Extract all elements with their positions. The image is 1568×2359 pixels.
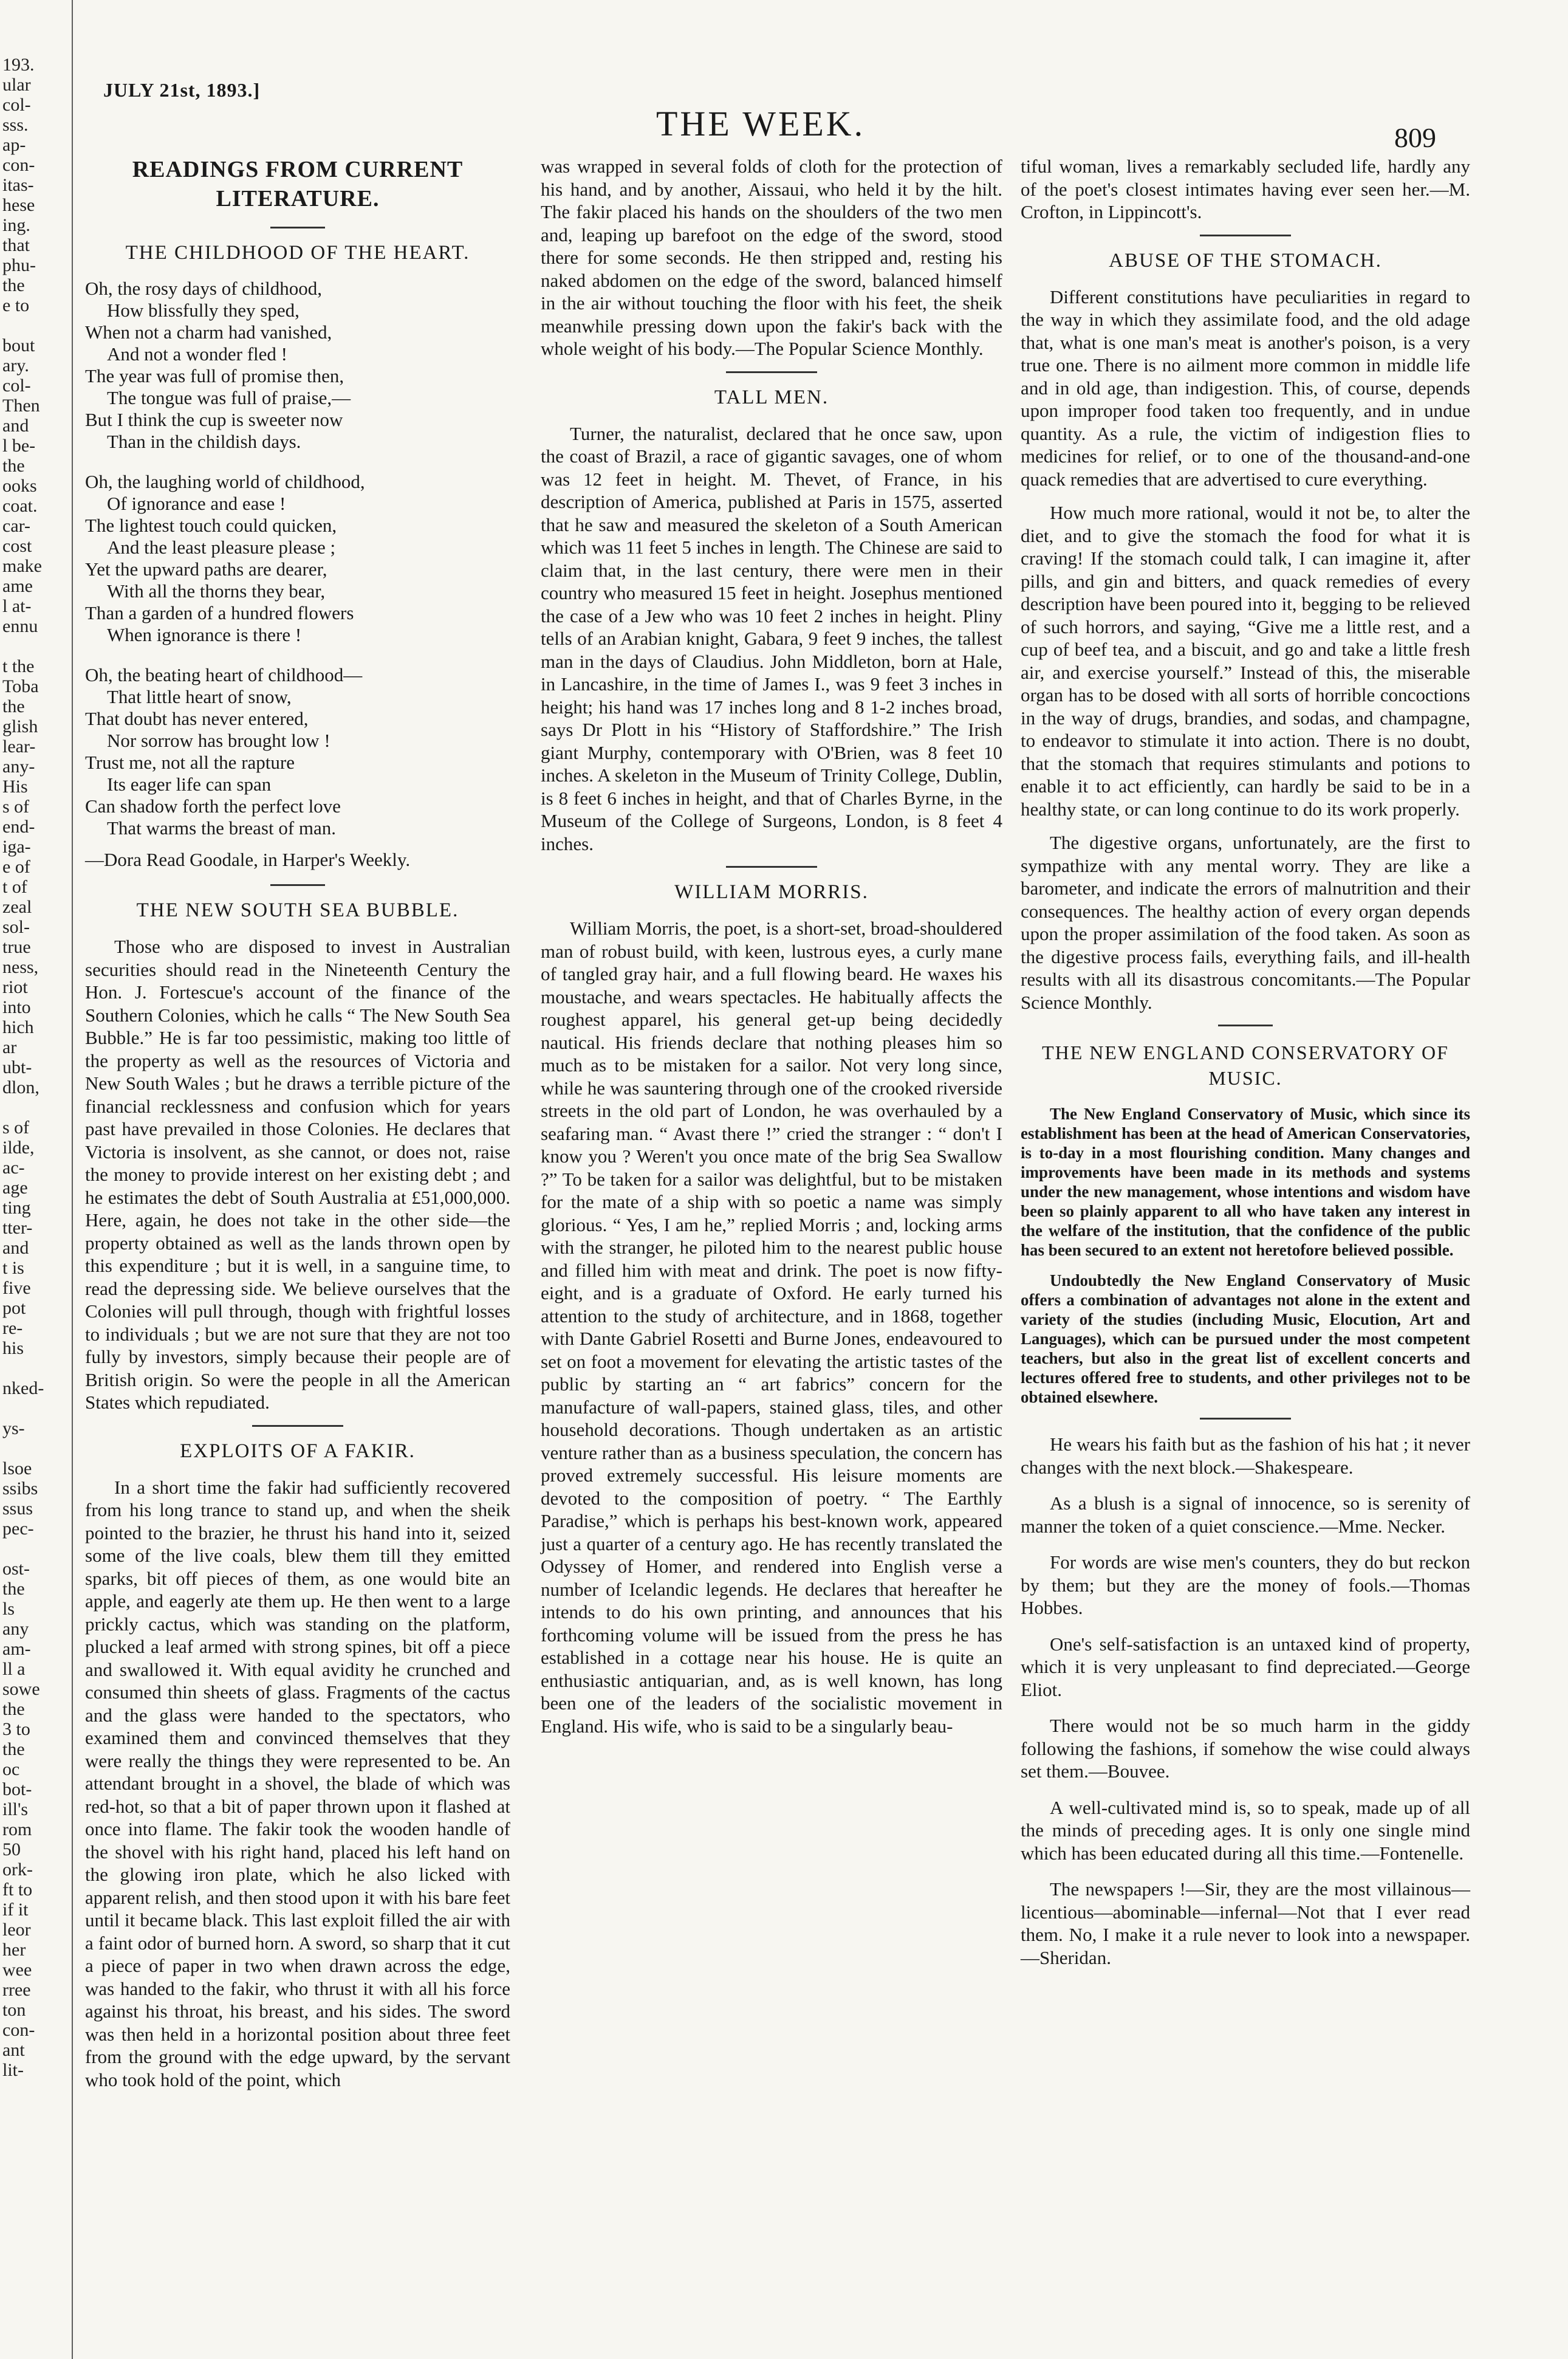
edge-fragment: lit- xyxy=(2,2060,24,2080)
article-continuation: tiful woman, lives a remarkably secluded life, hardly any of the poet's closest intimates having ever seen her.—M. Crofton, in Lippincott's. xyxy=(1021,156,1470,222)
edge-fragment: zeal xyxy=(2,897,32,917)
edge-fragment: the xyxy=(2,1739,25,1759)
edge-fragment: ary. xyxy=(2,355,29,376)
edge-fragment: am- xyxy=(2,1639,31,1659)
edge-fragment: lsoe xyxy=(2,1458,32,1478)
masthead-title: THE WEEK. xyxy=(656,104,866,143)
section-title: READINGS FROM CURRENT LITERATURE. xyxy=(132,157,464,211)
edge-fragment: re- xyxy=(2,1318,23,1338)
poem-attribution: —Dora Read Goodale, in Harper's Weekly. xyxy=(85,849,411,870)
edge-fragment: ant xyxy=(2,2040,25,2060)
article-text: William Morris, the poet, is a short-set, broad-shouldered man of robust build, with keen, lustrous eyes, a curly mane of tangled gray hair, and a full flowing beard. He waxes his moustache, and wears spectacles. He habitually affects the roughest apparel, his general get-up being decidedly nautical. His friends declare that nothing pleases him so much as to be mistaken for a sailor. Not very long since, while he was sauntering through one of the crooked riverside streets in the old part of London, he was overhauled by a seafaring man. “ Avast there !” cried the stranger : “ don't I know you ? Weren't you once mate of the brig Sea Swallow ?” To be taken for a sailor was delightful, but to be mistaken for the mate of a ship with so poetic a name was simply glorious. “ Yes, I am he,” replied Morris ; and, locking arms with the stranger, he piloted him to the nearest public house and filled him with meat and drink. The poet is now fifty-eight, and is a graduate of Oxford. He early turned his attention to the study of architecture, and in 1868, together with Dante Gabriel Rosetti and Burne Jones, endeavoured to set on foot a movement for elevating the artistic tastes of the public by starting an “ art fabrics” concern for the manufacture of wall-papers, stained glass, tiles, and other household decorations. Though undertaken as an artistic venture rather than as a business speculation, the concern has proved extremely successful. His leisure moments are devoted to the composition of poetry. “ The Earthly Paradise,” which is perhaps his best-known work, appeared just a quarter of a century ago. He has recently translated the Odyssey of Homer, and rendered into English verse a number of Icelandic legends. He declares that hereafter he intends to do his own printing, and announces that his forthcoming volume will be issued from the press he has established in a cottage near his house. He is quite an enthusiastic antiquarian, and, as is well known, has long been one of the leaders of the socialistic movement in England. His wife, who is said to be a singularly beau- xyxy=(541,918,1002,1737)
column-2 xyxy=(541,155,1002,1748)
quotation: A well-cultivated mind is, so to speak, made up of all the minds of preceding ages. It is only one single mind which has been educated during all this time.—Fontenelle. xyxy=(1021,1796,1470,1864)
divider xyxy=(726,866,817,868)
edge-fragments xyxy=(2,55,69,2080)
divider xyxy=(270,884,325,886)
article-paragraph: How much more rational, would it not be, to alter the diet, and to give the stomach the food for what it is craving! If the stomach could talk, I can imagine it, after pills, and gin and bitters, and quack remedies of every description have been poured into it, begging to be relieved of such horrors, and saying, “Give me a little rest, and a cup of beef tea, and a biscuit, and go and take a little fresh air, and exercise yourself.” Instead of this, the miserable organ has to be dosed with all sorts of horrible concoctions in the way of drugs, brandies, and sodas, and champagne, to endeavor to stimulate it into action. There is no doubt, that the stomach that requires stimulants and potions to enable it to act efficiently, can hardly be said to be in a healthy state, or can long continue to do its work properly. xyxy=(1021,502,1470,820)
edge-fragment: ing. xyxy=(2,215,30,235)
edge-fragment: ls xyxy=(2,1599,15,1619)
divider xyxy=(1200,1418,1291,1420)
edge-fragment: five xyxy=(2,1278,31,1298)
edge-fragment: Then xyxy=(2,396,40,416)
edge-fragment: iga- xyxy=(2,837,31,857)
edge-fragment: if it xyxy=(2,1900,29,1920)
edge-fragment: ssus xyxy=(2,1499,33,1519)
gutter-line xyxy=(72,0,73,2359)
edge-fragment: dlon, xyxy=(2,1077,39,1097)
edge-fragment: sss. xyxy=(2,115,29,135)
edge-fragment: col- xyxy=(2,95,31,115)
edge-fragment: lear- xyxy=(2,737,36,757)
edge-fragment: ar xyxy=(2,1037,17,1057)
quotation: One's self-satisfaction is an untaxed kind of property, which it is very unpleasant to find depreciated.—George Eliot. xyxy=(1021,1633,1470,1700)
edge-fragment xyxy=(2,1438,69,1458)
edge-fragment xyxy=(2,1539,69,1559)
edge-fragment: and xyxy=(2,1238,29,1258)
edge-fragment: ap- xyxy=(2,135,26,155)
edge-fragment: l at- xyxy=(2,596,32,616)
edge-fragment: ame xyxy=(2,576,33,596)
edge-fragment: wee xyxy=(2,1960,32,1980)
edge-fragment: his xyxy=(2,1338,24,1358)
article-text: Those who are disposed to invest in Australian securities should read in the Nineteenth Century the Hon. J. Fortescue's account of the finance of the Southern Colonies, which he calls “ The New South Sea Bubble.” He is far too pessimistic, making too little of the property as well as the resources of Victoria and New South Wales ; but he draws a terrible picture of the financial recklessness and confusion which for years past have prevailed in those Colonies. He declares that Victoria is insolvent, as she cannot, or does not, raise the money to provide interest on her existing debt ; and he estimates the debt of South Australia at £51,000,000. Here, again, he does not take in the other side—the property obtained as well as the lands thrown open by this expenditure ; but it is well, in a sanguine time, to read the depressing side. We believe ourselves that the Colonies will pull through, though with frightful losses to individuals ; but we are not sure that they are not too fully by investors, simply because their people are of British origin. So were the people in all the American States which repudiated. xyxy=(85,936,510,1413)
article-paragraph: Undoubtedly the New England Conservatory of Music offers a combination of advantages not alone in the extent and variety of the studies (including Music, Elocution, Art and Languages), which can be pursued under the most competent teachers, but also in the great list of excellent concerts and lectures offered free to students, and other privileges not to be obtained elsewhere. xyxy=(1021,1271,1470,1406)
edge-fragment: ooks xyxy=(2,476,37,496)
edge-fragment: t of xyxy=(2,877,27,897)
edge-fragment: ost- xyxy=(2,1559,30,1579)
edge-fragment: ft to xyxy=(2,1880,33,1900)
edge-fragment: ilde, xyxy=(2,1138,35,1158)
edge-fragment: ll a xyxy=(2,1659,26,1679)
edge-fragment: sowe xyxy=(2,1679,40,1699)
edge-fragment: true xyxy=(2,937,31,957)
issue-date: JULY 21st, 1893.] xyxy=(103,79,261,101)
edge-fragment: ubt- xyxy=(2,1057,32,1077)
edge-fragment xyxy=(2,1097,69,1118)
article-paragraph: The digestive organs, unfortunately, are the first to sympathize with any mental worry. They are like a barometer, and indicate the errors of malnutrition and their consequences. The healthy action of every organ depends upon the proper assimilation of the food taken. As soon as the digestive process fails, everything fails, and ill-health results with all its disastrous concomitants.—The Popular Science Monthly. xyxy=(1021,832,1470,1013)
edge-fragment: end- xyxy=(2,817,35,837)
edge-fragment: e to xyxy=(2,295,30,315)
edge-fragment: col- xyxy=(2,376,31,396)
edge-fragment: any xyxy=(2,1619,29,1639)
edge-fragment: ness, xyxy=(2,957,39,977)
edge-fragment: glish xyxy=(2,716,38,737)
edge-fragment: 193. xyxy=(2,55,35,75)
edge-fragment: hich xyxy=(2,1017,34,1037)
edge-fragment: coat. xyxy=(2,496,38,516)
edge-fragment: her xyxy=(2,1940,26,1960)
edge-fragment: age xyxy=(2,1178,28,1198)
quotation: There would not be so much harm in the giddy following the fashions, if somehow the wise could always set them.—Bouvee. xyxy=(1021,1715,1470,1782)
poem-stanza-2: Oh, the laughing world of childhood, Of ignorance and ease ! The lightest touch could quicken, And the least pleasure please ; Yet the upward paths are dearer, With all the thorns they bear, Than a garden of a hundred flowers When ignorance is there ! xyxy=(85,471,365,645)
edge-fragment: any- xyxy=(2,757,35,777)
article-title: EXPLOITS OF A FAKIR. xyxy=(180,1440,416,1462)
edge-fragment xyxy=(2,1398,69,1418)
edge-fragment: ton xyxy=(2,2000,26,2020)
edge-fragment: the xyxy=(2,456,25,476)
article-text: In a short time the fakir had sufficiently recovered from his long trance to stand up, and when the sheik pointed to the brazier, he thrust his hand into it, seized some of the live coals, blew them till they emitted sparks, bit off pieces of them, as one would bite an apple, and eagerly ate them up. He then went to a large prickly cactus, which was standing on the platform, plucked a leaf armed with strong spines, bit off a piece and swallowed it. With equal avidity he crunched and consumed thin sheets of glass. Fragments of the cactus and the glass were handed to the spectators, who examined them and convinced themselves that they were really the things they were represented to be. An attendant brought in a shovel, the blade of which was red-hot, so that a bit of paper thrown upon it flashed at once into flame. The fakir took the wooden handle of the shovel with his right hand, placed his left hand on the glowing iron plate, which he also licked with apparent relish, and then stood upon it with his bare feet until it became black. This last exploit filled the air with a faint odor of burned horn. A sword, so sharp that it cut a piece of paper in two when drawn across the edge, was handed to the fakir, who thrust it with all his force against his throat, his breast, and his sides. The sword was then held in a horizontal position about three feet from the ground with the edge upward, by the servant who took hold of the point, which xyxy=(85,1476,510,2090)
edge-fragment: oc xyxy=(2,1759,20,1779)
edge-fragment xyxy=(2,1358,69,1378)
edge-fragment: hese xyxy=(2,195,35,215)
edge-fragment: ork- xyxy=(2,1859,33,1880)
quotation: As a blush is a signal of innocence, so is serenity of manner the token of a quiet conscience.—Mme. Necker. xyxy=(1021,1492,1470,1537)
edge-fragment: l be- xyxy=(2,436,36,456)
edge-fragment: sol- xyxy=(2,917,30,937)
article-title: THE NEW SOUTH SEA BUBBLE. xyxy=(136,899,459,921)
edge-fragment: nked- xyxy=(2,1378,44,1398)
article-title: WILLIAM MORRIS. xyxy=(674,881,869,903)
edge-fragment: 3 to xyxy=(2,1719,30,1739)
divider xyxy=(252,1425,343,1427)
column-1 xyxy=(85,155,510,2102)
edge-fragment: con- xyxy=(2,2020,35,2040)
edge-fragment: ill's xyxy=(2,1799,29,1819)
article-paragraph: Different constitutions have peculiarities in regard to the way in which they assimilate food, and the old adage that, what is one man's meat is another's poison, is a very true one. There is no ailment more common in middle life and in old age, than indigestion. This, of course, depends upon improper food taken too frequently, and in undue quantity. As a rule, the victim of indigestion flies to medicines for relief, or to one of the thousand-and-one quack remedies that are advertised to cure everything. xyxy=(1021,286,1470,490)
page-number: 809 xyxy=(1394,122,1436,153)
edge-fragment: Toba xyxy=(2,676,39,696)
article-title: TALL MEN. xyxy=(714,386,829,408)
divider xyxy=(1200,235,1291,236)
edge-fragment: make xyxy=(2,556,42,576)
edge-fragment: riot xyxy=(2,977,28,997)
divider xyxy=(1218,1025,1273,1026)
edge-fragment: the xyxy=(2,1699,25,1719)
article-paragraph: The New England Conservatory of Music, which since its establishment has been at the head of American Conservatories, is to-day in a most flourishing condition. Many changes and improvements have been made in its methods and systems under the new management, whose intentions and wisdom have been so plainly apparent to all who have taken any interest in the welfare of the institution, that the confidence of the public has been secured to an extent not heretofore believed possible. xyxy=(1021,1105,1470,1259)
edge-fragment: t the xyxy=(2,656,35,676)
divider xyxy=(726,371,817,373)
edge-fragment: the xyxy=(2,696,25,716)
edge-fragment: ys- xyxy=(2,1418,25,1438)
edge-fragment: t is xyxy=(2,1258,24,1278)
edge-fragment: pec- xyxy=(2,1519,34,1539)
edge-fragment: ular xyxy=(2,75,31,95)
edge-fragment: con- xyxy=(2,155,35,175)
edge-fragment xyxy=(2,315,69,335)
edge-fragment: ennu xyxy=(2,616,38,636)
edge-fragment: ssibs xyxy=(2,1478,38,1499)
edge-fragment: 50 xyxy=(2,1839,21,1859)
edge-fragment: itas- xyxy=(2,175,34,195)
edge-fragment: tter- xyxy=(2,1218,33,1238)
edge-fragment: phu- xyxy=(2,255,36,275)
previous-page-edge xyxy=(0,0,73,2359)
edge-fragment: the xyxy=(2,1579,25,1599)
poem-stanza-1: Oh, the rosy days of childhood, How blissfully they sped, When not a charm had vanished, And not a wonder fled ! The year was full of promise then, The tongue was full of praise,— But I think the cup is sweeter now Than in the childish days. xyxy=(85,278,351,452)
quotation: The newspapers !—Sir, they are the most villainous—licentious—abominable—infernal—Not that I ever read them. No, I make it a rule never to look into a newspaper.—Sheridan. xyxy=(1021,1878,1470,1968)
divider xyxy=(270,227,325,228)
quotation: He wears his faith but as the fashion of his hat ; it never changes with the next block.—Shakespeare. xyxy=(1021,1434,1470,1478)
poem-title: THE CHILDHOOD OF THE HEART. xyxy=(125,242,470,264)
edge-fragment: cost xyxy=(2,536,32,556)
edge-fragment: bot- xyxy=(2,1779,32,1799)
edge-fragment: rree xyxy=(2,1980,31,2000)
edge-fragment: and xyxy=(2,416,29,436)
quotation: For words are wise men's counters, they do but reckon by them; but they are the money of fools.—Thomas Hobbes. xyxy=(1021,1551,1470,1618)
edge-fragment: car- xyxy=(2,516,31,536)
edge-fragment: bout xyxy=(2,335,35,355)
edge-fragment: ac- xyxy=(2,1158,25,1178)
article-text: Turner, the naturalist, declared that he once saw, upon the coast of Brazil, a race of gigantic savages, one of whom was 12 feet in height. M. Thevet, of France, in his description of America, published at Paris in 1575, asserted that he saw and measured the skeleton of a South American which was 11 feet 5 inches in length. The Chinese are said to claim that, in the last century, there were men in their country who measured 15 feet in height. Josephus mentioned the case of a Jew who was 10 feet 2 inches in height. Pliny tells of an Arabian knight, Gabara, 9 feet 9 inches, the tallest man in the days of Claudius. John Middleton, born at Hale, in Lancashire, in the time of James I., was 9 feet 3 inches in height; his hand was 17 inches long and 8 1-2 inches broad, says Dr Plott in his “History of Staffordshire.” The Irish giant Murphy, contemporary with O'Brien, was 8 feet 10 inches. A skeleton in the Museum of Trinity College, Dublin, is 8 feet 6 inches in height, and that of Charles Byrne, in the Museum of the College of Surgeons, London, is 8 feet 4 inches. xyxy=(541,422,1002,854)
edge-fragment: His xyxy=(2,777,28,797)
edge-fragment: e of xyxy=(2,857,30,877)
edge-fragment: the xyxy=(2,275,25,295)
edge-fragment: rom xyxy=(2,1819,32,1839)
article-title: THE NEW ENGLAND CONSERVATORY OF MUSIC. xyxy=(1042,1042,1449,1089)
edge-fragment xyxy=(2,636,69,656)
edge-fragment: pot xyxy=(2,1298,26,1318)
article-continuation: was wrapped in several folds of cloth for the protection of his hand, and by another, Aissaui, who held it by the hilt. The fakir placed his hands on the shoulders of the two men and, leaping up barefoot on the edge of the sword, stood there for some seconds. He then stripped and, resting his naked abdomen on the edge of the sword, balanced himself in the air without touching the floor with his feet, the sheik meanwhile pressing down upon the fakir's back with the whole weight of his body.—The Popular Science Monthly. xyxy=(541,156,1002,359)
quotations-list xyxy=(1021,1433,1470,1969)
edge-fragment: into xyxy=(2,997,31,1017)
poem-stanza-3: Oh, the beating heart of childhood— That little heart of snow, That doubt has never entered, Nor sorrow has brought low ! Trust me, not all the rapture Its eager life can span Can shadow forth the perfect love That warms the breast of man. xyxy=(85,664,363,839)
edge-fragment: that xyxy=(2,235,30,255)
article-title: ABUSE OF THE STOMACH. xyxy=(1109,249,1382,272)
column-3 xyxy=(1021,155,1470,1982)
edge-fragment: s of xyxy=(2,1118,30,1138)
edge-fragment: s of xyxy=(2,797,30,817)
edge-fragment: ting xyxy=(2,1198,31,1218)
edge-fragment: leor xyxy=(2,1920,31,1940)
